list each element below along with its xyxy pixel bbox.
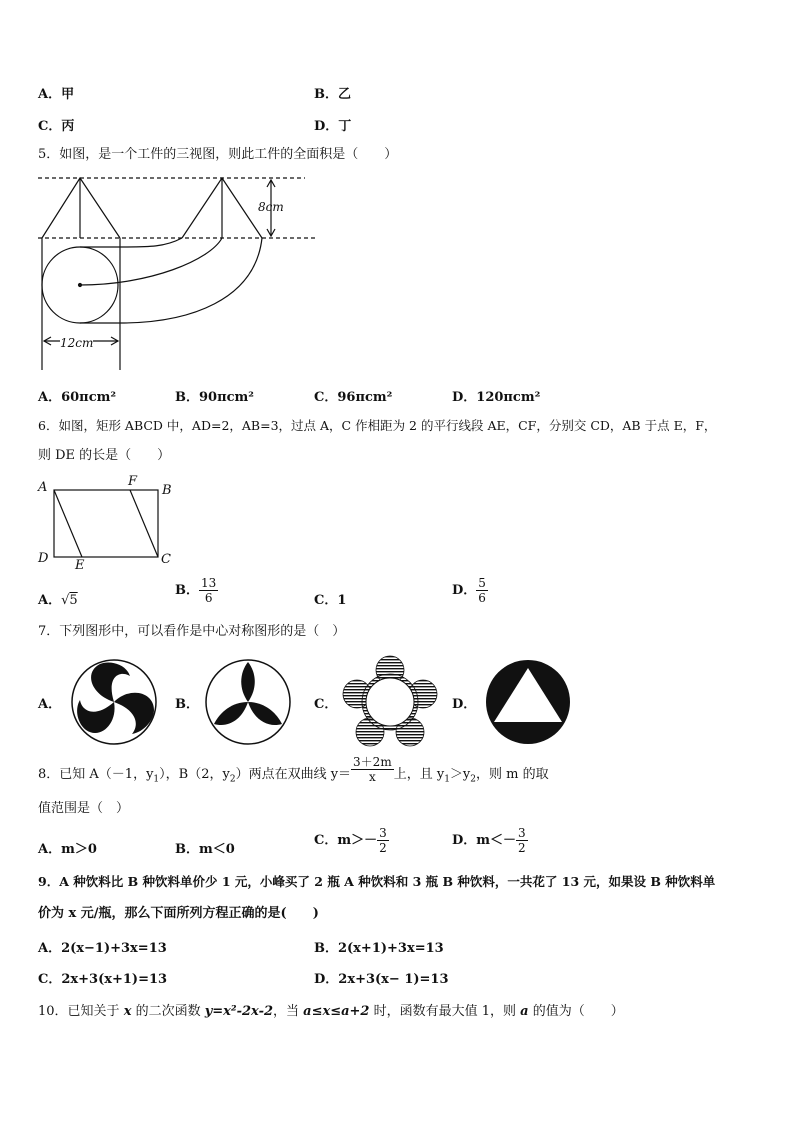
q5-option-a: A．60πcm² xyxy=(38,390,117,405)
q9-stem-line2: 价为 x 元/瓶，那么下面所列方程正确的是( ) xyxy=(38,906,319,921)
q9-option-d: D．2x+3(x− 1)=13 xyxy=(314,972,449,987)
q9-option-c: C．2x+3(x+1)=13 xyxy=(38,972,168,987)
q6-option-a: A．√5 xyxy=(38,593,78,608)
q5-option-b: B．90πcm² xyxy=(175,390,254,405)
q8-stem-line2: 值范围是（ ） xyxy=(38,801,130,816)
q6-label-b: B xyxy=(162,483,172,498)
q6-label-c: C xyxy=(161,552,171,567)
q8-option-c: C．m＞－ $\frac{3}{2}$ xyxy=(314,826,387,855)
q7-option-b: B． xyxy=(175,697,199,712)
q5-label-width: 12cm xyxy=(60,336,94,350)
q6-label-e: E xyxy=(75,558,85,573)
q8-option-a: A．m＞0 xyxy=(38,842,97,857)
q4-option-a: A．甲 xyxy=(38,87,75,102)
q5-stem: 5．如图，是一个工件的三视图，则此工件的全面积是（ ） xyxy=(38,147,398,162)
q7-figure-b xyxy=(204,658,292,746)
q7-option-a: A． xyxy=(38,697,62,712)
q9-stem-line1: 9．A 种饮料比 B 种饮料单价少 1 元，小峰买了 2 瓶 A 种饮料和 3 瓶 B 种饮料，一共花了 13 元，如果设 B 种饮料单 xyxy=(38,874,716,889)
q6-label-d: D xyxy=(38,551,49,566)
q7-figure-a xyxy=(70,658,158,746)
q4-option-c: C．丙 xyxy=(38,119,75,134)
q6-label-a: A xyxy=(38,480,48,495)
q5-option-c: C．96πcm² xyxy=(314,390,393,405)
q8-option-b: B．m＜0 xyxy=(175,842,235,857)
q7-figure-c xyxy=(344,656,436,746)
q7-figure-d xyxy=(484,658,572,746)
q9-option-a: A．2(x−1)+3x=13 xyxy=(38,941,167,956)
q6-stem-line1: 6．如图，矩形 ABCD 中，AD=2，AB=3，过点 A，C 作相距为 2 的平行线段 AE，CF，分别交 CD，AB 于点 E，F， xyxy=(38,418,717,433)
q10-stem: 10．已知关于 x 的二次函数 y=x²-2x-2，当 a≤x≤a+2 时，函数有最大值 1，则 a 的值为（ ） xyxy=(38,1004,624,1019)
q6-option-b: B． $\frac{13}{6}$ xyxy=(175,576,217,605)
q5-option-d: D．120πcm² xyxy=(452,390,541,405)
q6-option-d: D． $\frac{5}{6}$ xyxy=(452,576,486,605)
q6-label-f: F xyxy=(128,474,138,489)
q7-option-d: D． xyxy=(452,697,477,712)
q7-stem: 7．下列图形中，可以看作是中心对称图形的是（ ） xyxy=(38,624,346,639)
q8-option-d: D．m＜－ $\frac{3}{2}$ xyxy=(452,826,526,855)
q4-option-d: D．丁 xyxy=(314,119,352,134)
q7-option-c: C． xyxy=(314,697,338,712)
q8-stem-line1: 8．已知 A（－1，$y_1$），B（2，$y_2$）两点在双曲线 y＝ $\frac{3+2m}{x}$ 上，且 $y_1>y_2$，则 m 的取 xyxy=(38,755,549,785)
q6-option-c: C．1 xyxy=(314,593,347,608)
q9-option-b: B．2(x+1)+3x=13 xyxy=(314,941,444,956)
q5-label-height: 8cm xyxy=(258,200,284,214)
q4-option-b: B．乙 xyxy=(314,87,351,102)
q6-stem-line2: 则 DE 的长是（ ） xyxy=(38,448,171,463)
